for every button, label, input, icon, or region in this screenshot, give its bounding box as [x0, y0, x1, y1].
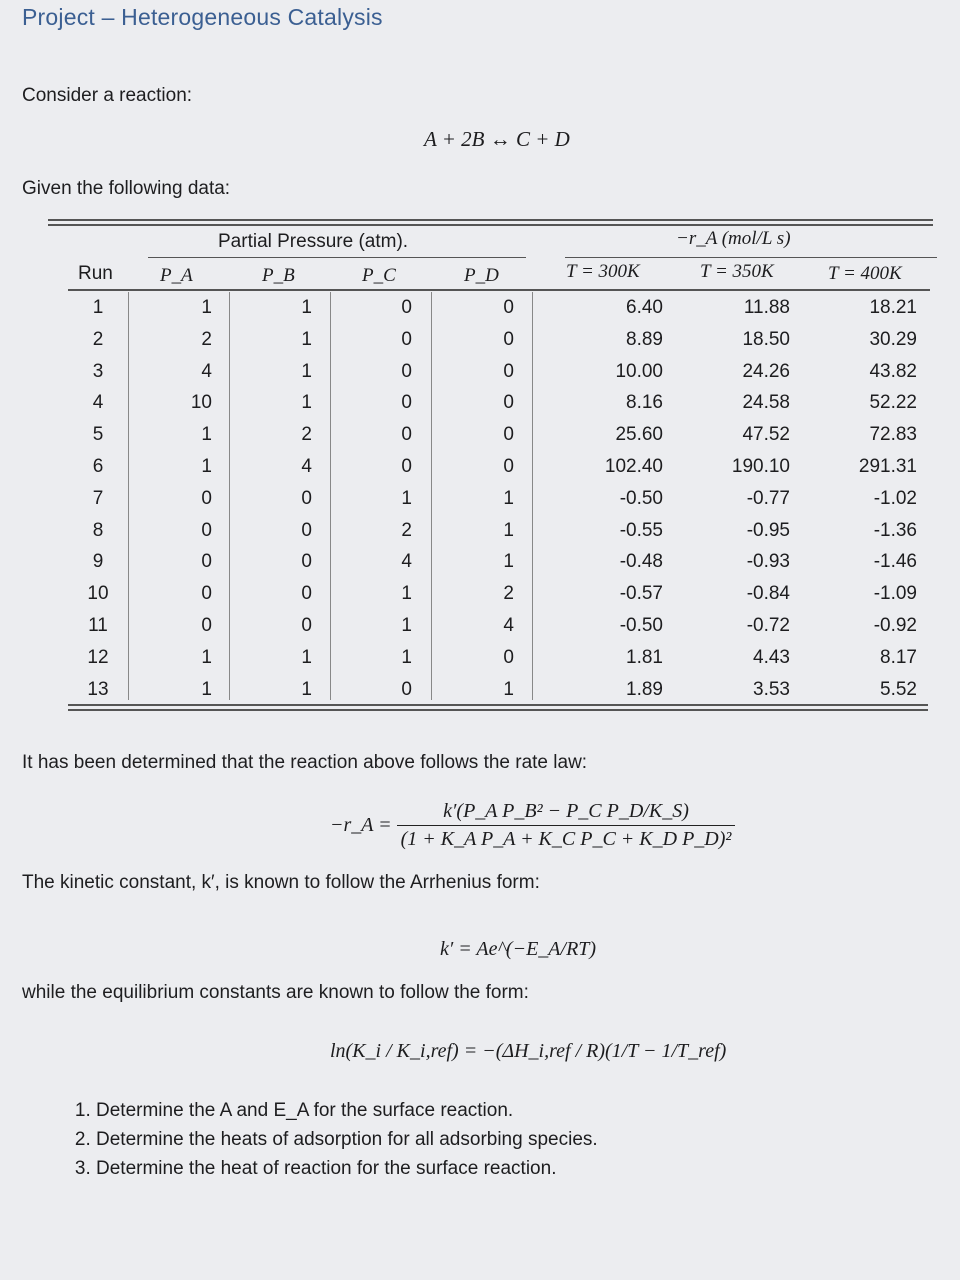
table-cell: -1.09: [873, 583, 917, 604]
table-cell-run: 4: [92, 392, 104, 413]
col-header-t400: T = 400K: [828, 263, 902, 284]
table-cell: 1: [401, 647, 412, 668]
question-3: 3. Determine the heat of reaction for the surface reaction.: [96, 1158, 942, 1180]
given-text: Given the following data:: [22, 178, 231, 199]
header-bottom-rule: [68, 289, 930, 291]
col-header-t300: T = 300K: [566, 261, 640, 282]
table-cell: -0.77: [746, 488, 790, 509]
table-cell: 0: [503, 297, 514, 318]
table-cell: 8.89: [626, 329, 663, 350]
group-header-pressure: Partial Pressure (atm).: [218, 231, 409, 252]
table-cell: 0: [301, 615, 312, 636]
col-header-pb: P_B: [262, 265, 295, 286]
col-header-pa: P_A: [160, 265, 193, 286]
table-cell: 1: [401, 583, 412, 604]
table-cell: 18.21: [869, 297, 917, 318]
table-cell: 8.16: [626, 392, 663, 413]
table-cell: 1: [301, 679, 312, 700]
table-cell: 72.83: [869, 424, 917, 445]
table-cell: 1: [201, 679, 212, 700]
table-cell: 0: [503, 647, 514, 668]
table-cell: 1: [503, 520, 514, 541]
rate-group-rule: [565, 257, 937, 258]
table-cell: -0.93: [746, 551, 790, 572]
table-cell-run: 7: [92, 488, 104, 509]
table-cell: 0: [401, 679, 412, 700]
table-cell-run: 13: [87, 679, 109, 700]
table-top-rule: [48, 219, 933, 221]
table-cell: 0: [401, 297, 412, 318]
table-cell: 1: [301, 361, 312, 382]
table-cell: 11.88: [743, 297, 790, 318]
table-cell: 1: [503, 488, 514, 509]
table-cell: 1.81: [626, 647, 663, 668]
question-list: [62, 1100, 942, 1187]
table-cell: -1.02: [873, 488, 917, 509]
table-cell: -1.36: [873, 520, 917, 541]
table-cell: 190.10: [731, 456, 790, 477]
table-cell: -1.46: [873, 551, 917, 572]
table-cell-run: 6: [92, 456, 104, 477]
table-cell: 0: [201, 520, 212, 541]
table-cell: 4.43: [753, 647, 790, 668]
rate-law-denominator: (1 + K_A P_A + K_C P_C + K_D P_D)²: [397, 825, 736, 851]
table-cell: -0.57: [619, 583, 663, 604]
table-cell: 0: [503, 329, 514, 350]
table-bottom-rule-2: [68, 709, 928, 711]
table-cell: -0.55: [619, 520, 663, 541]
arrhenius-equation: k′ = Ae^(−E_A/RT): [440, 938, 597, 960]
table-cell: -0.84: [746, 583, 790, 604]
table-cell: 1.89: [626, 679, 663, 700]
table-cell: 4: [503, 615, 514, 636]
table-cell: 8.17: [880, 647, 917, 668]
rate-law-lhs: −r_A =: [330, 814, 392, 836]
intro-text: Consider a reaction:: [22, 85, 193, 106]
table-cell: 6.40: [626, 297, 663, 318]
table-cell: 0: [201, 615, 212, 636]
table-cell: 24.58: [742, 392, 790, 413]
table-cell: 1: [503, 679, 514, 700]
table-cell: 0: [401, 392, 412, 413]
table-cell-run: 8: [92, 520, 104, 541]
col-header-t350: T = 350K: [700, 261, 774, 282]
table-cell: 4: [401, 551, 412, 572]
table-cell-run: 9: [92, 551, 104, 572]
table-cell: -0.72: [746, 615, 790, 636]
col-header-run: Run: [78, 263, 113, 284]
table-cell: 1: [301, 647, 312, 668]
col-header-pd: P_D: [464, 265, 499, 286]
table-cell: 0: [401, 361, 412, 382]
table-cell: -0.48: [619, 551, 663, 572]
table-cell: 0: [201, 551, 212, 572]
table-cell: -0.95: [746, 520, 790, 541]
table-top-rule-2: [48, 224, 933, 226]
table-cell: 2: [201, 329, 212, 350]
question-1: 1. Determine the A and E_A for the surface reaction.: [96, 1100, 942, 1122]
table-cell: 24.26: [742, 361, 790, 382]
table-cell: 0: [201, 488, 212, 509]
pressure-group-rule: [148, 257, 526, 258]
table-cell: 30.29: [869, 329, 917, 350]
table-cell: 1: [301, 329, 312, 350]
table-cell-run: 2: [92, 329, 104, 350]
table-cell: 1: [503, 551, 514, 572]
table-cell: 1: [401, 488, 412, 509]
table-cell-run: 11: [88, 615, 108, 636]
table-cell: 1: [201, 424, 212, 445]
table-cell: 1: [401, 615, 412, 636]
page-title: Project – Heterogeneous Catalysis: [22, 4, 383, 30]
table-cell: 4: [201, 361, 212, 382]
question-2: 2. Determine the heats of adsorption for all adsorbing species.: [96, 1129, 942, 1151]
table-cell: 3.53: [753, 679, 790, 700]
table-cell: 18.50: [742, 329, 790, 350]
table-cell: 5.52: [880, 679, 917, 700]
rate-law-numerator: k′(P_A P_B² − P_C P_D/K_S): [443, 800, 689, 822]
table-cell: -0.50: [619, 488, 663, 509]
table-cell: 25.60: [615, 424, 663, 445]
table-cell: 52.22: [869, 392, 917, 413]
table-cell: 10.00: [615, 361, 663, 382]
equilibrium-intro: while the equilibrium constants are known to follow the form:: [22, 982, 529, 1003]
table-cell: 47.52: [742, 424, 790, 445]
table-cell: 0: [301, 551, 312, 572]
table-cell: 2: [503, 583, 514, 604]
table-cell: 0: [503, 361, 514, 382]
rate-law-equation: [330, 800, 735, 851]
table-cell: 0: [401, 424, 412, 445]
table-cell-run: 3: [92, 361, 104, 382]
rate-law-intro: It has been determined that the reaction above follows the rate law:: [22, 752, 588, 773]
reaction-equation: A + 2B ↔ C + D: [424, 127, 570, 151]
table-cell: 1: [301, 392, 312, 413]
table-cell: 0: [503, 456, 514, 477]
group-header-rate: −r_A (mol/L s): [676, 228, 791, 249]
table-cell-run: 10: [87, 583, 109, 604]
table-cell: 4: [301, 456, 312, 477]
vant-hoff-equation: ln(K_i / K_i,ref) = −(ΔH_i,ref / R)(1/T − 1/T_ref): [330, 1040, 727, 1062]
table-cell: 0: [201, 583, 212, 604]
table-cell: 1: [201, 456, 212, 477]
table-bottom-rule: [68, 704, 928, 706]
table-cell: 2: [401, 520, 412, 541]
table-cell: 1: [201, 647, 212, 668]
table-cell: -0.50: [619, 615, 663, 636]
table-cell-run: 5: [92, 424, 104, 445]
table-cell: 2: [301, 424, 312, 445]
table-cell: 0: [401, 329, 412, 350]
table-cell: 1: [201, 297, 212, 318]
col-header-pc: P_C: [362, 265, 396, 286]
table-cell: 0: [503, 392, 514, 413]
table-cell: 0: [503, 424, 514, 445]
table-cell: 291.31: [858, 456, 917, 477]
table-cell-run: 1: [92, 297, 104, 318]
table-cell: 43.82: [869, 361, 917, 382]
table-cell: 0: [301, 520, 312, 541]
table-cell-run: 12: [87, 647, 109, 668]
table-cell: 0: [401, 456, 412, 477]
table-cell: -0.92: [873, 615, 917, 636]
col-separator: [532, 292, 533, 700]
table-cell: 0: [301, 488, 312, 509]
arrhenius-intro: The kinetic constant, k′, is known to follow the Arrhenius form:: [22, 872, 540, 893]
table-cell: 102.40: [604, 456, 663, 477]
table-cell: 10: [190, 392, 212, 413]
table-cell: 1: [301, 297, 312, 318]
table-cell: 0: [301, 583, 312, 604]
